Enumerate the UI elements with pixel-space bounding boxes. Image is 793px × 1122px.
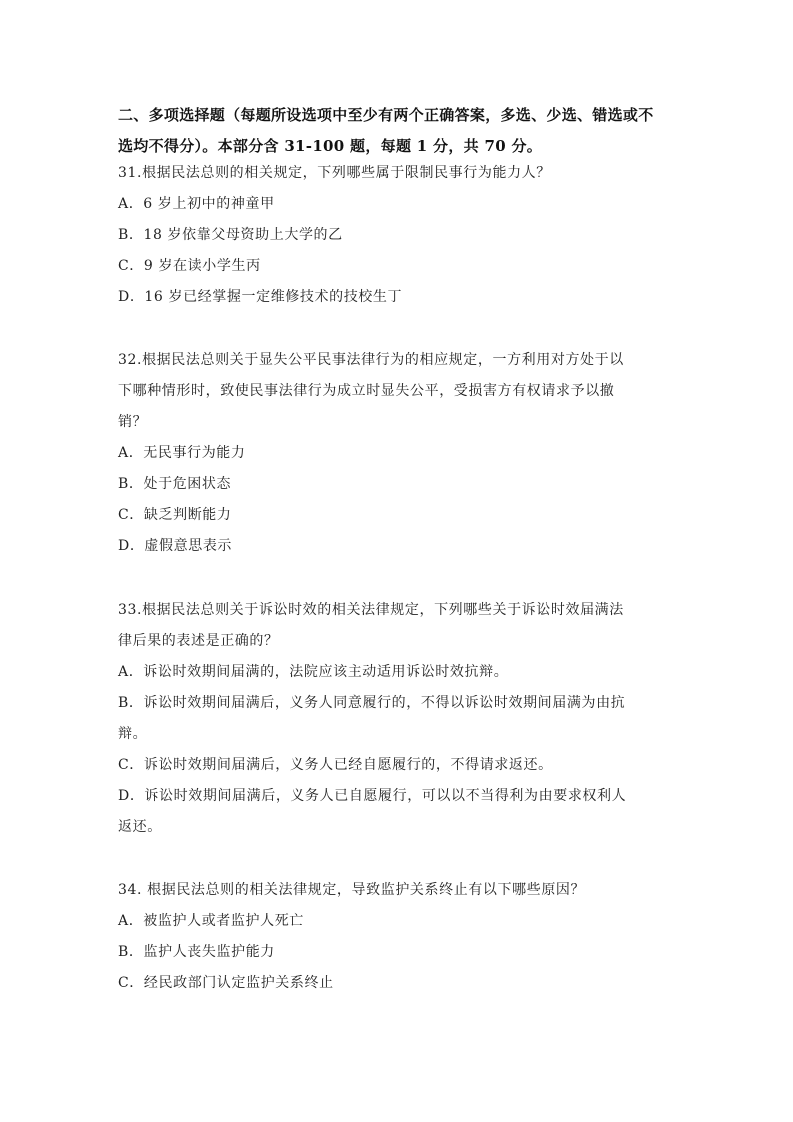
option-d: D．虚假意思表示 (118, 538, 233, 554)
option-b-continued: 辩。 (118, 726, 148, 742)
question-stem: 34. 根据民法总则的相关法律规定，导致监护关系终止有以下哪些原因？ (118, 882, 586, 898)
option-d-continued: 返还。 (118, 819, 162, 835)
option-b: B．处于危困状态 (118, 476, 232, 492)
option-c: C．缺乏判断能力 (118, 507, 232, 523)
question-stem: 律后果的表述是正确的？ (118, 633, 279, 649)
option-a: A．诉讼时效期间届满的，法院应该主动适用诉讼时效抗辩。 (118, 664, 509, 680)
option-d: D．诉讼时效期间届满后，义务人已自愿履行，可以以不当得利为由要求权利人 (118, 788, 627, 804)
question-stem: 32.根据民法总则关于显失公平民事法律行为的相应规定，一方利用对方处于以 (118, 352, 624, 368)
option-a: A．6 岁上初中的神童甲 (118, 196, 275, 212)
question-stem: 33.根据民法总则关于诉讼时效的相关法律规定，下列哪些关于诉讼时效届满法 (118, 602, 624, 618)
question-33 (118, 595, 698, 843)
section-heading (118, 100, 698, 162)
option-a: A．被监护人或者监护人死亡 (118, 913, 304, 929)
option-c: C．9 岁在读小学生丙 (118, 258, 261, 274)
question-32 (118, 345, 698, 562)
option-c: C．诉讼时效期间届满后，义务人已经自愿履行的，不得请求返还。 (118, 757, 553, 773)
option-b: B．18 岁依靠父母资助上大学的乙 (118, 227, 343, 243)
option-b: B．监护人丧失监护能力 (118, 944, 275, 960)
option-b: B．诉讼时效期间届满后，义务人同意履行的，不得以诉讼时效期间届满为由抗 (118, 695, 626, 711)
question-stem: 31.根据民法总则的相关规定，下列哪些属于限制民事行为能力人？ (118, 165, 551, 181)
section-heading-line: 选均不得分）。本部分含 31-100 题，每题 1 分，共 70 分。 (118, 137, 543, 155)
question-stem: 销？ (118, 414, 148, 430)
question-stem: 下哪种情形时，致使民事法律行为成立时显失公平，受损害方有权请求予以撤 (118, 383, 615, 399)
question-31 (118, 158, 698, 313)
section-heading-line: 二、多项选择题（每题所设选项中至少有两个正确答案，多选、少选、错选或不 (118, 106, 654, 124)
option-a: A．无民事行为能力 (118, 445, 246, 461)
question-34 (118, 875, 698, 999)
option-d: D．16 岁已经掌握一定维修技术的技校生丁 (118, 289, 403, 305)
option-c: C．经民政部门认定监护关系终止 (118, 975, 334, 991)
